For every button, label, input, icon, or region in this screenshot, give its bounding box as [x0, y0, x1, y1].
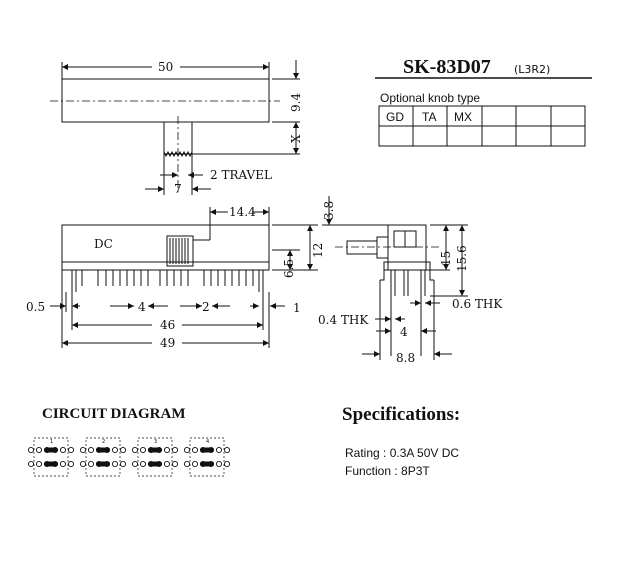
contact-pad: [172, 461, 177, 466]
dim-edge-0-5: 0.5: [26, 300, 46, 314]
contact-pad: [60, 461, 65, 466]
part-variant: (L3R2): [514, 63, 551, 76]
dim-thk-0-6: 0.6 THK: [452, 297, 503, 311]
contact-pad: [60, 447, 65, 452]
contact-pad: [36, 447, 41, 452]
dim-knob-height: 9.4: [289, 92, 303, 112]
dim-thk-0-4: 0.4 THK: [318, 313, 369, 327]
dim-pitch-2: 2: [202, 300, 210, 314]
terminal-pins: [72, 270, 263, 292]
contact-pad: [216, 447, 221, 452]
dim-height-12: 12: [311, 242, 325, 258]
spec-rating: Rating : 0.3A 50V DC: [345, 446, 460, 460]
contact-pad: [216, 461, 221, 466]
circuit-unit-label: 2: [102, 439, 106, 445]
spec-function: Function : 8P3T: [345, 464, 430, 478]
dim-side-4: 4: [400, 325, 408, 339]
body-label: DC: [94, 237, 113, 251]
contact-pad: [112, 447, 117, 452]
circuit-unit: [80, 438, 125, 476]
contact-bridge: [148, 462, 162, 467]
contact-pad: [224, 461, 229, 466]
dim-slot-offset: 14.4: [229, 205, 256, 219]
contact-pad: [80, 461, 85, 466]
part-number: SK-83D07: [403, 56, 491, 78]
knob-type-gd: GD: [386, 110, 404, 124]
dim-span-49: 49: [160, 336, 176, 350]
contact-bridge: [96, 448, 110, 453]
dim-edge-1: 1: [293, 301, 301, 315]
contact-pad: [68, 461, 73, 466]
knob-type-mx: MX: [454, 110, 472, 124]
dim-height-15-6: 15.6: [455, 245, 469, 272]
contact-pad: [192, 461, 197, 466]
slider-knob-ridges: [170, 238, 188, 264]
contact-bridge: [148, 448, 162, 453]
circuit-unit: [132, 438, 177, 476]
circuit-unit-label: 3: [154, 439, 158, 445]
contact-bridge: [200, 448, 214, 453]
knob-body: [62, 79, 269, 122]
specifications: [342, 404, 460, 478]
dim-span-46: 46: [160, 318, 176, 332]
knob-table-caption: Optional knob type: [380, 91, 481, 105]
dim-pitch-4: 4: [138, 300, 146, 314]
contact-pad: [172, 447, 177, 452]
contact-pad: [120, 461, 125, 466]
contact-bridge: [200, 462, 214, 467]
side-view: [318, 196, 503, 365]
contact-pad: [184, 461, 189, 466]
knob-type-ta: TA: [422, 110, 437, 124]
dim-overall-width: 50: [158, 60, 174, 74]
contact-pad: [164, 447, 169, 452]
contact-bridge: [44, 448, 58, 453]
contact-pad: [80, 447, 85, 452]
contact-pad: [88, 447, 93, 452]
circuit-title: CIRCUIT DIAGRAM: [42, 406, 186, 422]
contact-pad: [28, 447, 33, 452]
contact-pad: [88, 461, 93, 466]
contact-pad: [68, 447, 73, 452]
dim-height-6-5: 6.5: [282, 258, 296, 278]
contact-pad: [120, 447, 125, 452]
knob-table: [379, 106, 585, 146]
top-view: [50, 60, 303, 196]
title-block: [375, 56, 592, 146]
circuit-diagram: [28, 438, 229, 476]
circuit-unit-label: 1: [50, 439, 54, 445]
dim-travel: 2 TRAVEL: [210, 168, 272, 182]
dim-height-15: 15: [439, 250, 453, 266]
dim-travel-gap: 7: [174, 182, 182, 196]
contact-pad: [164, 461, 169, 466]
contact-pad: [192, 447, 197, 452]
contact-bridge: [96, 462, 110, 467]
contact-pad: [132, 447, 137, 452]
contact-pad: [36, 461, 41, 466]
dim-stem-x: X: [289, 134, 303, 143]
front-view: [26, 205, 325, 350]
contact-pad: [28, 461, 33, 466]
dim-top-3-8: 3.8: [322, 200, 336, 220]
contact-pad: [112, 461, 117, 466]
side-actuator: [347, 241, 377, 254]
contact-pad: [140, 461, 145, 466]
dim-side-8-8: 8.8: [396, 351, 416, 365]
circuit-unit-label: 4: [206, 439, 210, 445]
contact-pad: [224, 447, 229, 452]
contact-pad: [140, 447, 145, 452]
contact-pad: [132, 461, 137, 466]
contact-pad: [184, 447, 189, 452]
spec-heading: Specifications:: [342, 404, 461, 425]
circuit-unit: [28, 438, 73, 476]
circuit-unit: [184, 438, 229, 476]
contact-bridge: [44, 462, 58, 467]
